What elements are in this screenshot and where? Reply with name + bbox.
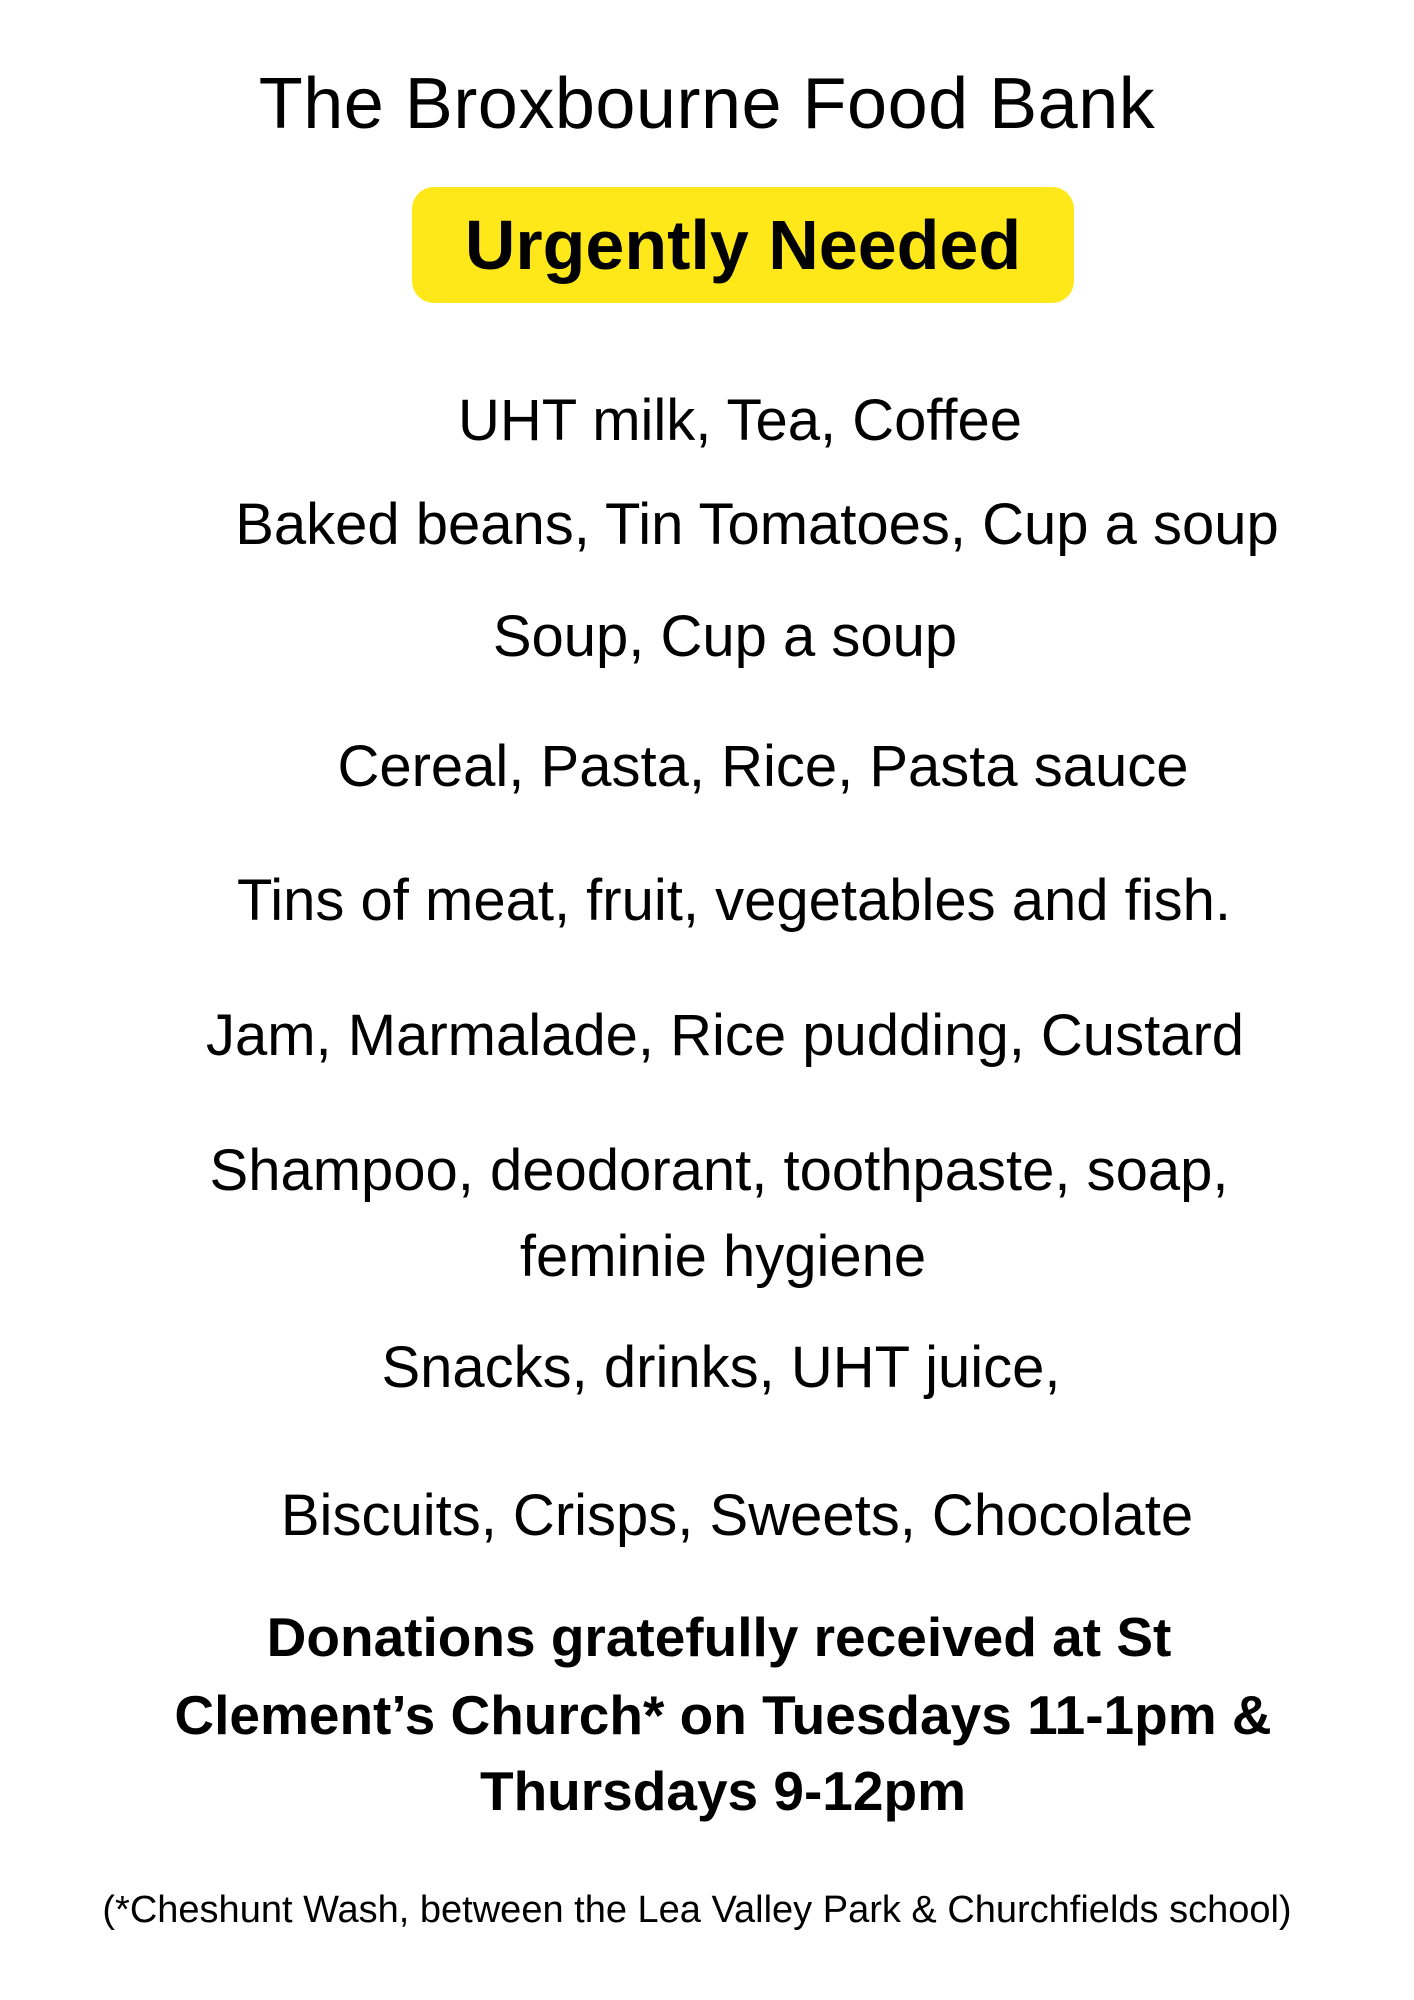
donations-line-1: Donations gratefully received at St: [266, 1606, 1172, 1668]
urgent-badge-label: Urgently Needed: [464, 206, 1022, 284]
list-item: UHT milk, Tea, Coffee: [457, 388, 1023, 453]
list-item: feminie hygiene: [519, 1224, 927, 1289]
donations-line-2: Clement’s Church* on Tuesdays 11-1pm &: [174, 1684, 1272, 1746]
page-title: The Broxbourne Food Bank: [258, 64, 1156, 144]
urgent-badge: [412, 187, 1074, 303]
list-item: Snacks, drinks, UHT juice,: [381, 1335, 1061, 1400]
list-item: Biscuits, Crisps, Sweets, Chocolate: [280, 1483, 1194, 1548]
list-item: Soup, Cup a soup: [492, 604, 958, 669]
list-item: Baked beans, Tin Tomatoes, Cup a soup: [235, 492, 1279, 557]
list-item: Tins of meat, fruit, vegetables and fish.: [236, 868, 1231, 933]
list-item: Shampoo, deodorant, toothpaste, soap,: [209, 1138, 1229, 1203]
donations-line-3: Thursdays 9-12pm: [479, 1760, 966, 1822]
footnote: (*Cheshunt Wash, between the Lea Valley Park & Churchfields school): [102, 1889, 1292, 1931]
list-item: Jam, Marmalade, Rice pudding, Custard: [205, 1003, 1245, 1068]
list-item: Cereal, Pasta, Rice, Pasta sauce: [337, 734, 1189, 799]
